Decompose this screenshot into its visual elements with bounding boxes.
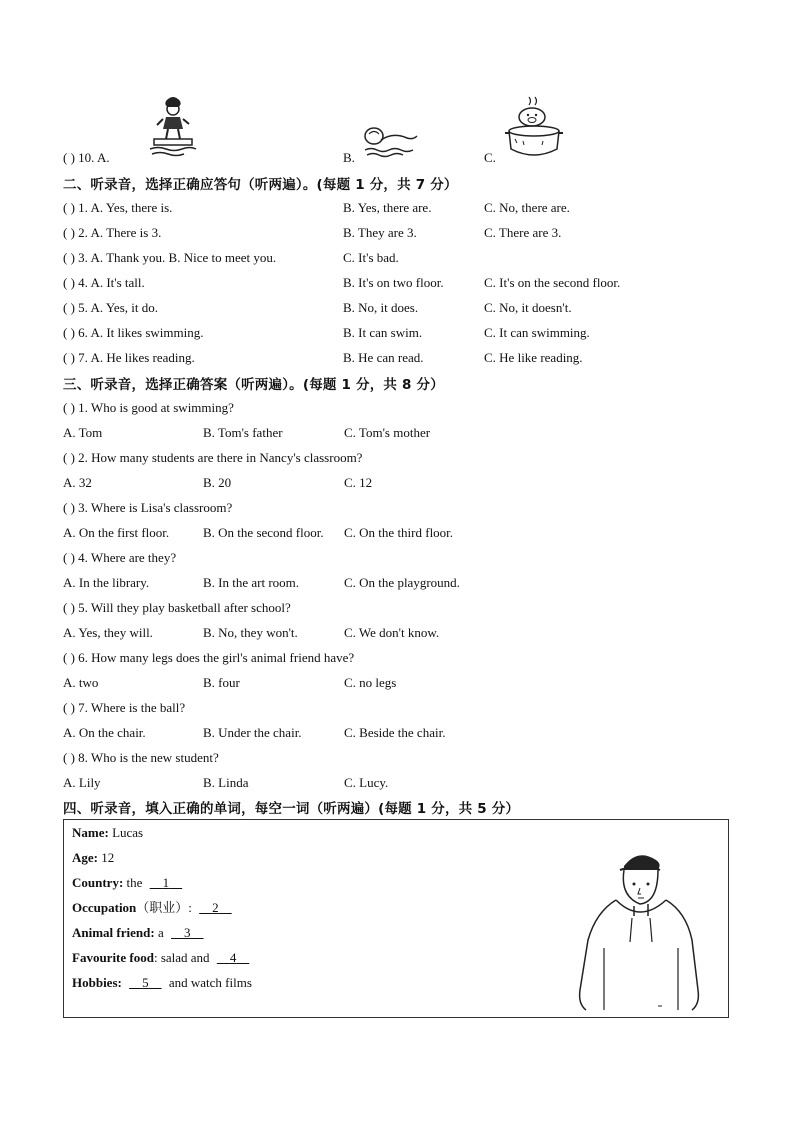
option-c: C. Tom's mother [344,425,431,440]
question-text: ( ) 6. How many legs does the girl's animal friend have? [63,650,355,665]
option-a: A. two [63,675,99,690]
option-c: C. No, it doesn't. [484,300,572,315]
option-c: C. On the playground. [344,575,460,590]
option-a: A. 32 [63,475,92,490]
option-c: C. There are 3. [484,225,562,240]
question-10-prefix: ( ) 10. A. [63,150,110,165]
occupation-label: Occupation [72,900,137,915]
option-b: B. Yes, there are. [343,200,432,215]
animal-label: Animal friend: [72,925,155,940]
option-b: B. Linda [203,775,249,790]
occupation-cn: （职业）: [136,900,192,915]
blank-1[interactable] [146,875,187,890]
question-text: ( ) 3. A. Thank you. B. Nice to meet you. [63,250,277,265]
name-field [72,823,143,843]
option-a: A. Yes, they will. [63,625,153,640]
option-c: C. 12 [344,475,373,490]
section-3-heading: 三、听录音，选择正确答案（听两遍）。(每题 1 分，共 8 分） [63,377,444,393]
option-b: B. He can read. [343,350,424,365]
age-value: 12 [101,850,115,865]
question-text: ( ) 4. Where are they? [63,550,177,565]
country-field [72,873,186,893]
pig-in-pot-picture [503,95,565,161]
question-text: ( ) 6. A. It likes swimming. [63,325,204,340]
question-text: ( ) 1. A. Yes, there is. [63,200,173,215]
blank-3[interactable] [167,925,208,940]
blank-3-number: 3 [183,925,191,940]
option-b: B. No, they won't. [203,625,298,640]
question-text: ( ) 5. Will they play basketball after school? [63,600,291,615]
profile-card [63,819,729,1018]
option-b: B. It can swim. [343,325,423,340]
option-c: C. Lucy. [344,775,389,790]
blank-4-number: 4 [229,950,237,965]
name-value: Lucas [112,825,144,840]
hobbies-label: Hobbies: [72,975,122,990]
question-text: ( ) 2. How many students are there in Nancy's classroom? [63,450,363,465]
option-b: B. They are 3. [343,225,417,240]
age-label: Age: [72,850,98,865]
option-b: B. On the second floor. [203,525,324,540]
country-prefix: the [126,875,143,890]
option-b: C. It's bad. [343,250,399,265]
question-text: ( ) 7. Where is the ball? [63,700,186,715]
option-c: C. Beside the chair. [344,725,446,740]
blank-1-number: 1 [162,875,170,890]
option-a: A. In the library. [63,575,150,590]
blank-4[interactable] [213,950,254,965]
option-b: B. No, it does. [343,300,419,315]
blank-2-number: 2 [212,900,219,915]
occupation-field [72,898,236,918]
section-4-heading: 四、听录音，填入正确的单词，每空一词（听两遍）(每题 1 分，共 5 分） [63,801,520,817]
food-prefix: : salad and [153,950,210,965]
option-a: A. On the first floor. [63,525,170,540]
option-b: B. Tom's father [203,425,283,440]
question-text: ( ) 5. A. Yes, it do. [63,300,158,315]
question-text: ( ) 3. Where is Lisa's classroom? [63,500,233,515]
option-b: B. Under the chair. [203,725,302,740]
option-b: B. 20 [203,475,232,490]
option-c: C. On the third floor. [344,525,454,540]
blank-5-number: 5 [142,975,149,990]
food-label: Favourite food [72,950,154,965]
option-a: A. On the chair. [63,725,146,740]
option-c: C. It's on the second floor. [484,275,621,290]
food-field [72,948,253,968]
option-c: C. He like reading. [484,350,583,365]
option-c: C. It can swimming. [484,325,590,340]
option-c: C. No, there are. [484,200,570,215]
question-10-option-b: B. [343,150,355,165]
option-b: B. four [203,675,240,690]
option-b: B. It's on two floor. [343,275,444,290]
option-b: B. In the art room. [203,575,300,590]
option-c: C. We don't know. [344,625,440,640]
boy-on-raft-picture [148,93,198,159]
animal-prefix: a [157,925,164,940]
age-field [72,848,114,868]
blank-5[interactable] [125,975,166,990]
hobbies-suffix: and watch films [168,975,252,990]
question-text: ( ) 1. Who is good at swimming? [63,400,234,415]
question-text: ( ) 7. A. He likes reading. [63,350,195,365]
hobbies-field [72,973,252,993]
blank-2[interactable] [195,900,236,915]
option-a: A. Lily [63,775,101,790]
question-text: ( ) 8. Who is the new student? [63,750,219,765]
animal-field [72,923,207,943]
option-a: A. Tom [63,425,103,440]
question-10-option-c: C. [484,150,496,165]
boy-in-hoodie-picture [576,848,706,1014]
section-2-heading: 二、听录音，选择正确应答句（听两遍）。(每题 1 分，共 7 分） [63,177,458,193]
question-text: ( ) 4. A. It's tall. [63,275,145,290]
swimmer-picture [361,124,421,160]
question-text: ( ) 2. A. There is 3. [63,225,162,240]
country-label: Country: [72,875,124,890]
option-c: C. no legs [344,675,397,690]
name-label: Name: [72,825,109,840]
